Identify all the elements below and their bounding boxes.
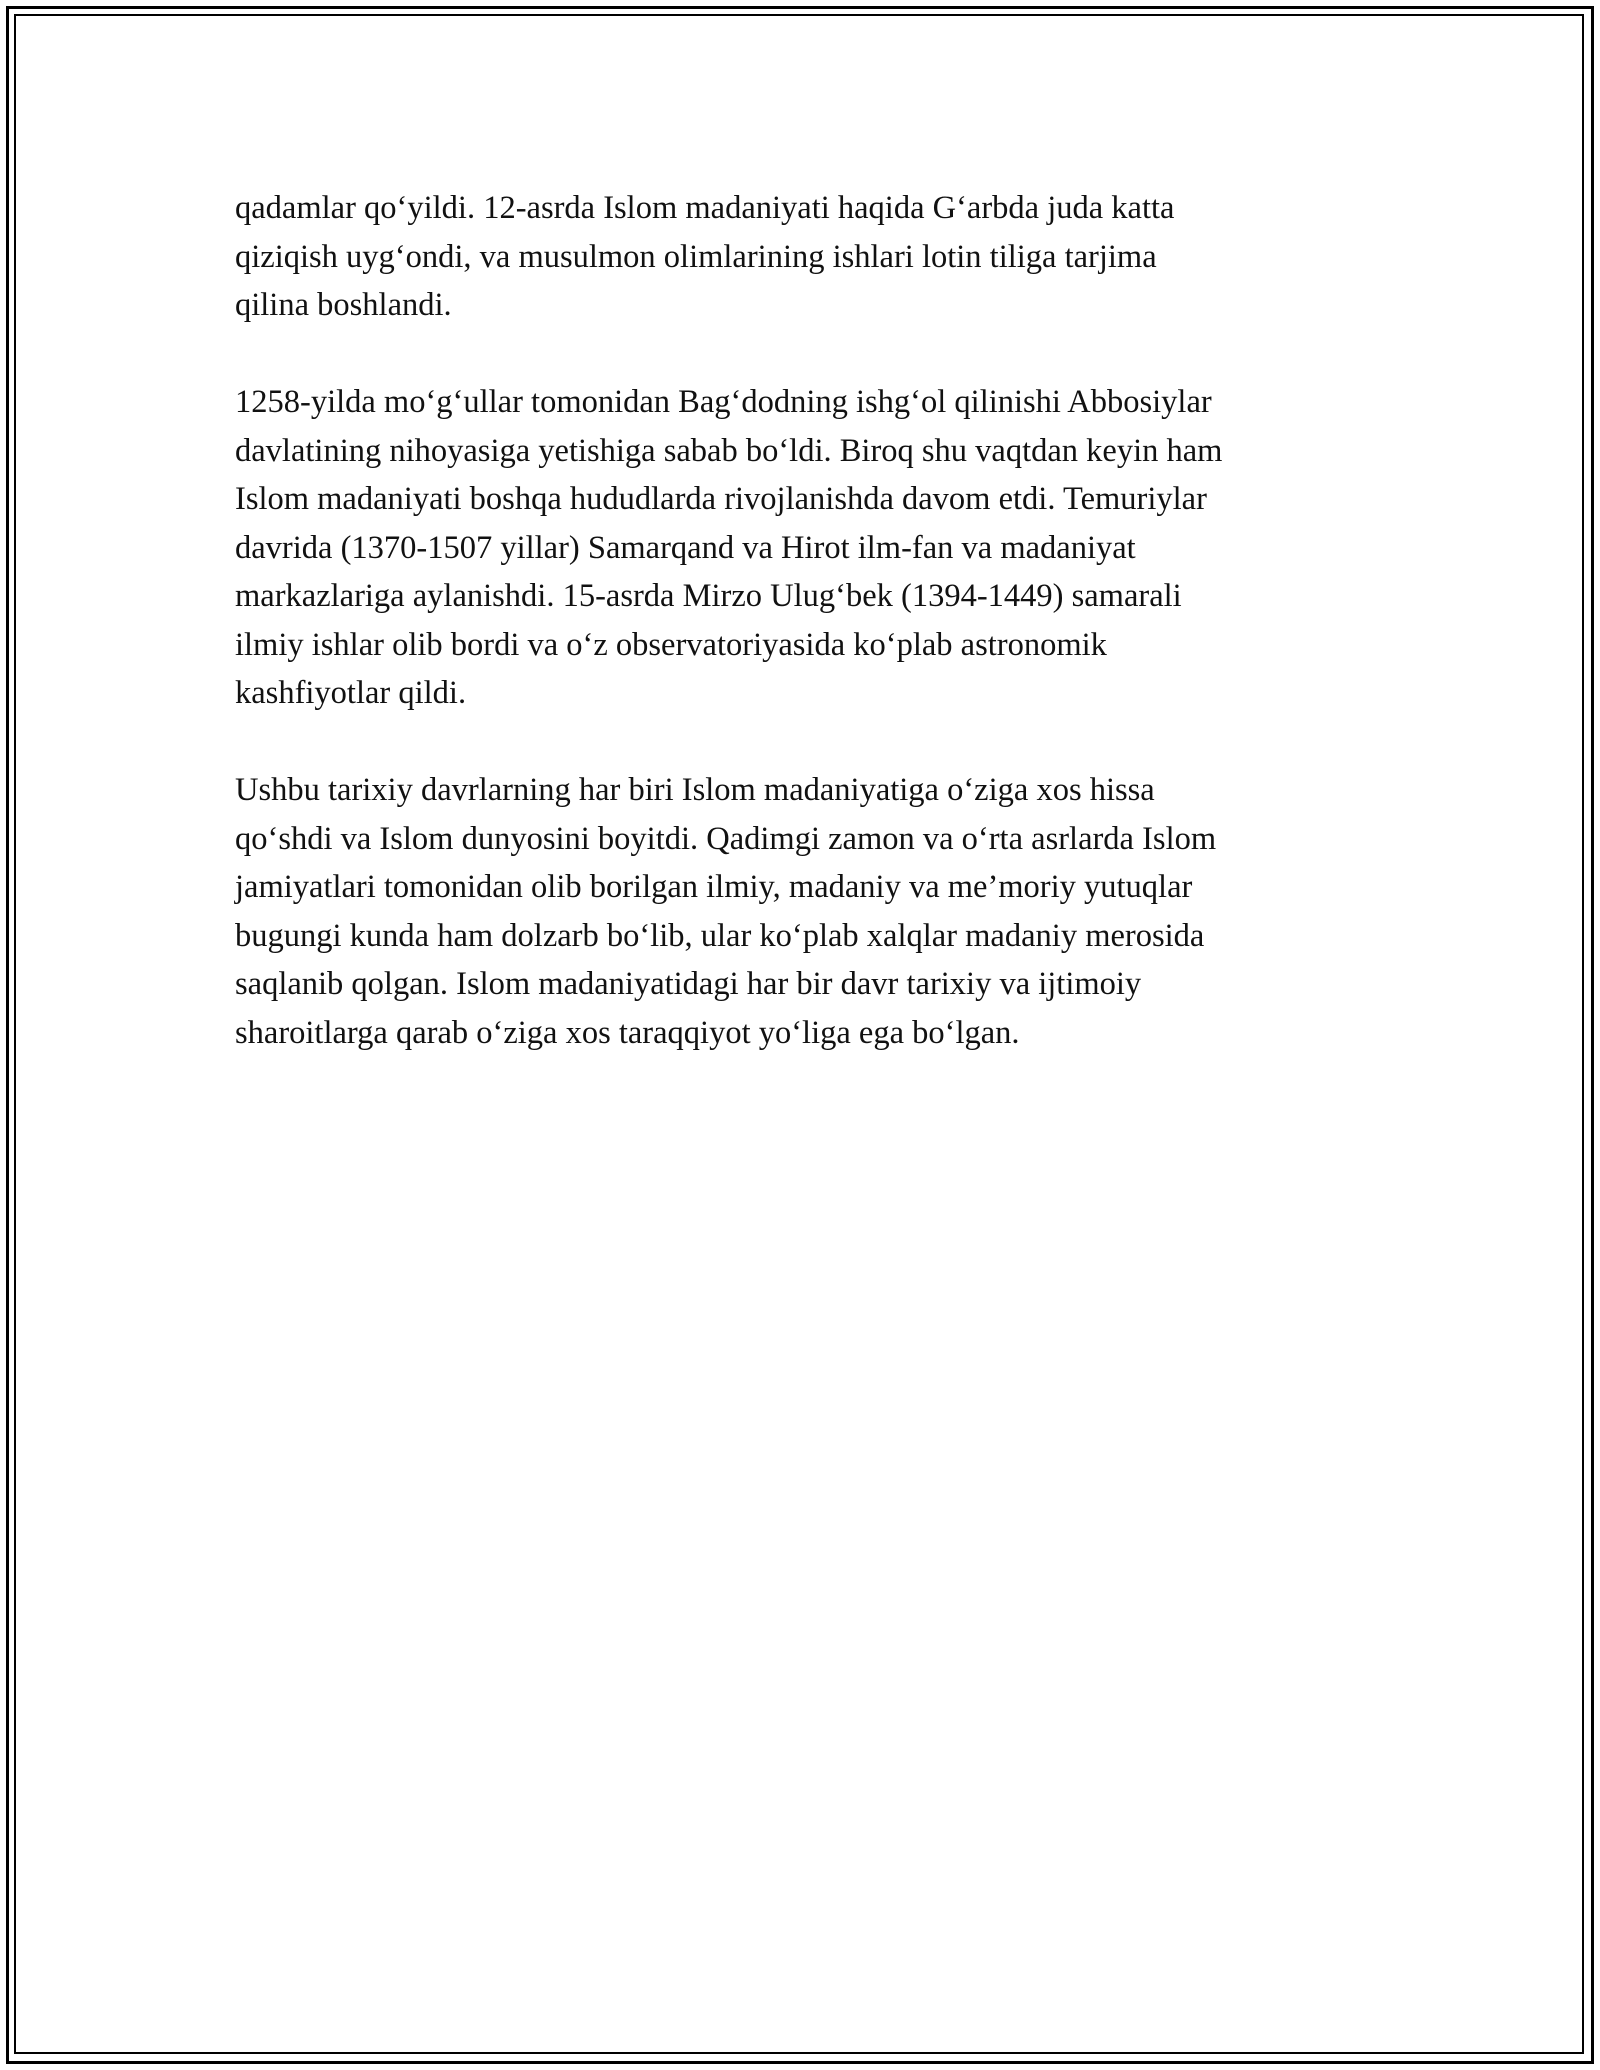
paragraph: 1258-yilda mo‘g‘ullar tomonidan Bag‘dodning ishg‘ol qilinishi Abbosiylar davlatining nihoyasiga yetishiga sabab bo‘ldi. Biroq shu vaqtdan keyin ham Islom madaniyati boshqa hududlarda rivojlanishda davom etdi. Temuriylar davrida (1370-1507 yillar) Samarqand va Hirot ilm-fan va madaniyat markazlariga aylanishdi. 15-asrda Mirzo Ulug‘bek (1394-1449) samarali ilmiy ishlar olib bordi va o‘z observatoriyasida ko‘plab astronomik kashfiyotlar qildi. xyxy=(235,384,1223,711)
paragraph: Ushbu tarixiy davrlarning har biri Islom madaniyatiga o‘ziga xos hissa qo‘shdi va Islom dunyosini boyitdi. Qadimgi zamon va o‘rta asrlarda Islom jamiyatlari tomonidan olib borilgan ilmiy, madaniy va me’moriy yutuqlar bugungi kunda ham dolzarb bo‘lib, ular ko‘plab xalqlar madaniy merosida saqlanib qolgan. Islom madaniyatidagi har bir davr tarixiy va ijtimoiy sharoitlarga qarab o‘ziga xos taraqqiyot yo‘liga ega bo‘lgan. xyxy=(235,772,1217,1051)
document-body xyxy=(235,184,1365,1106)
paragraph: qadamlar qo‘yildi. 12-asrda Islom madaniyati haqida G‘arbda juda katta qiziqish uyg‘ondi, va musulmon olimlarining ishlari lotin tiliga tarjima qilina boshlandi. xyxy=(235,190,1175,323)
